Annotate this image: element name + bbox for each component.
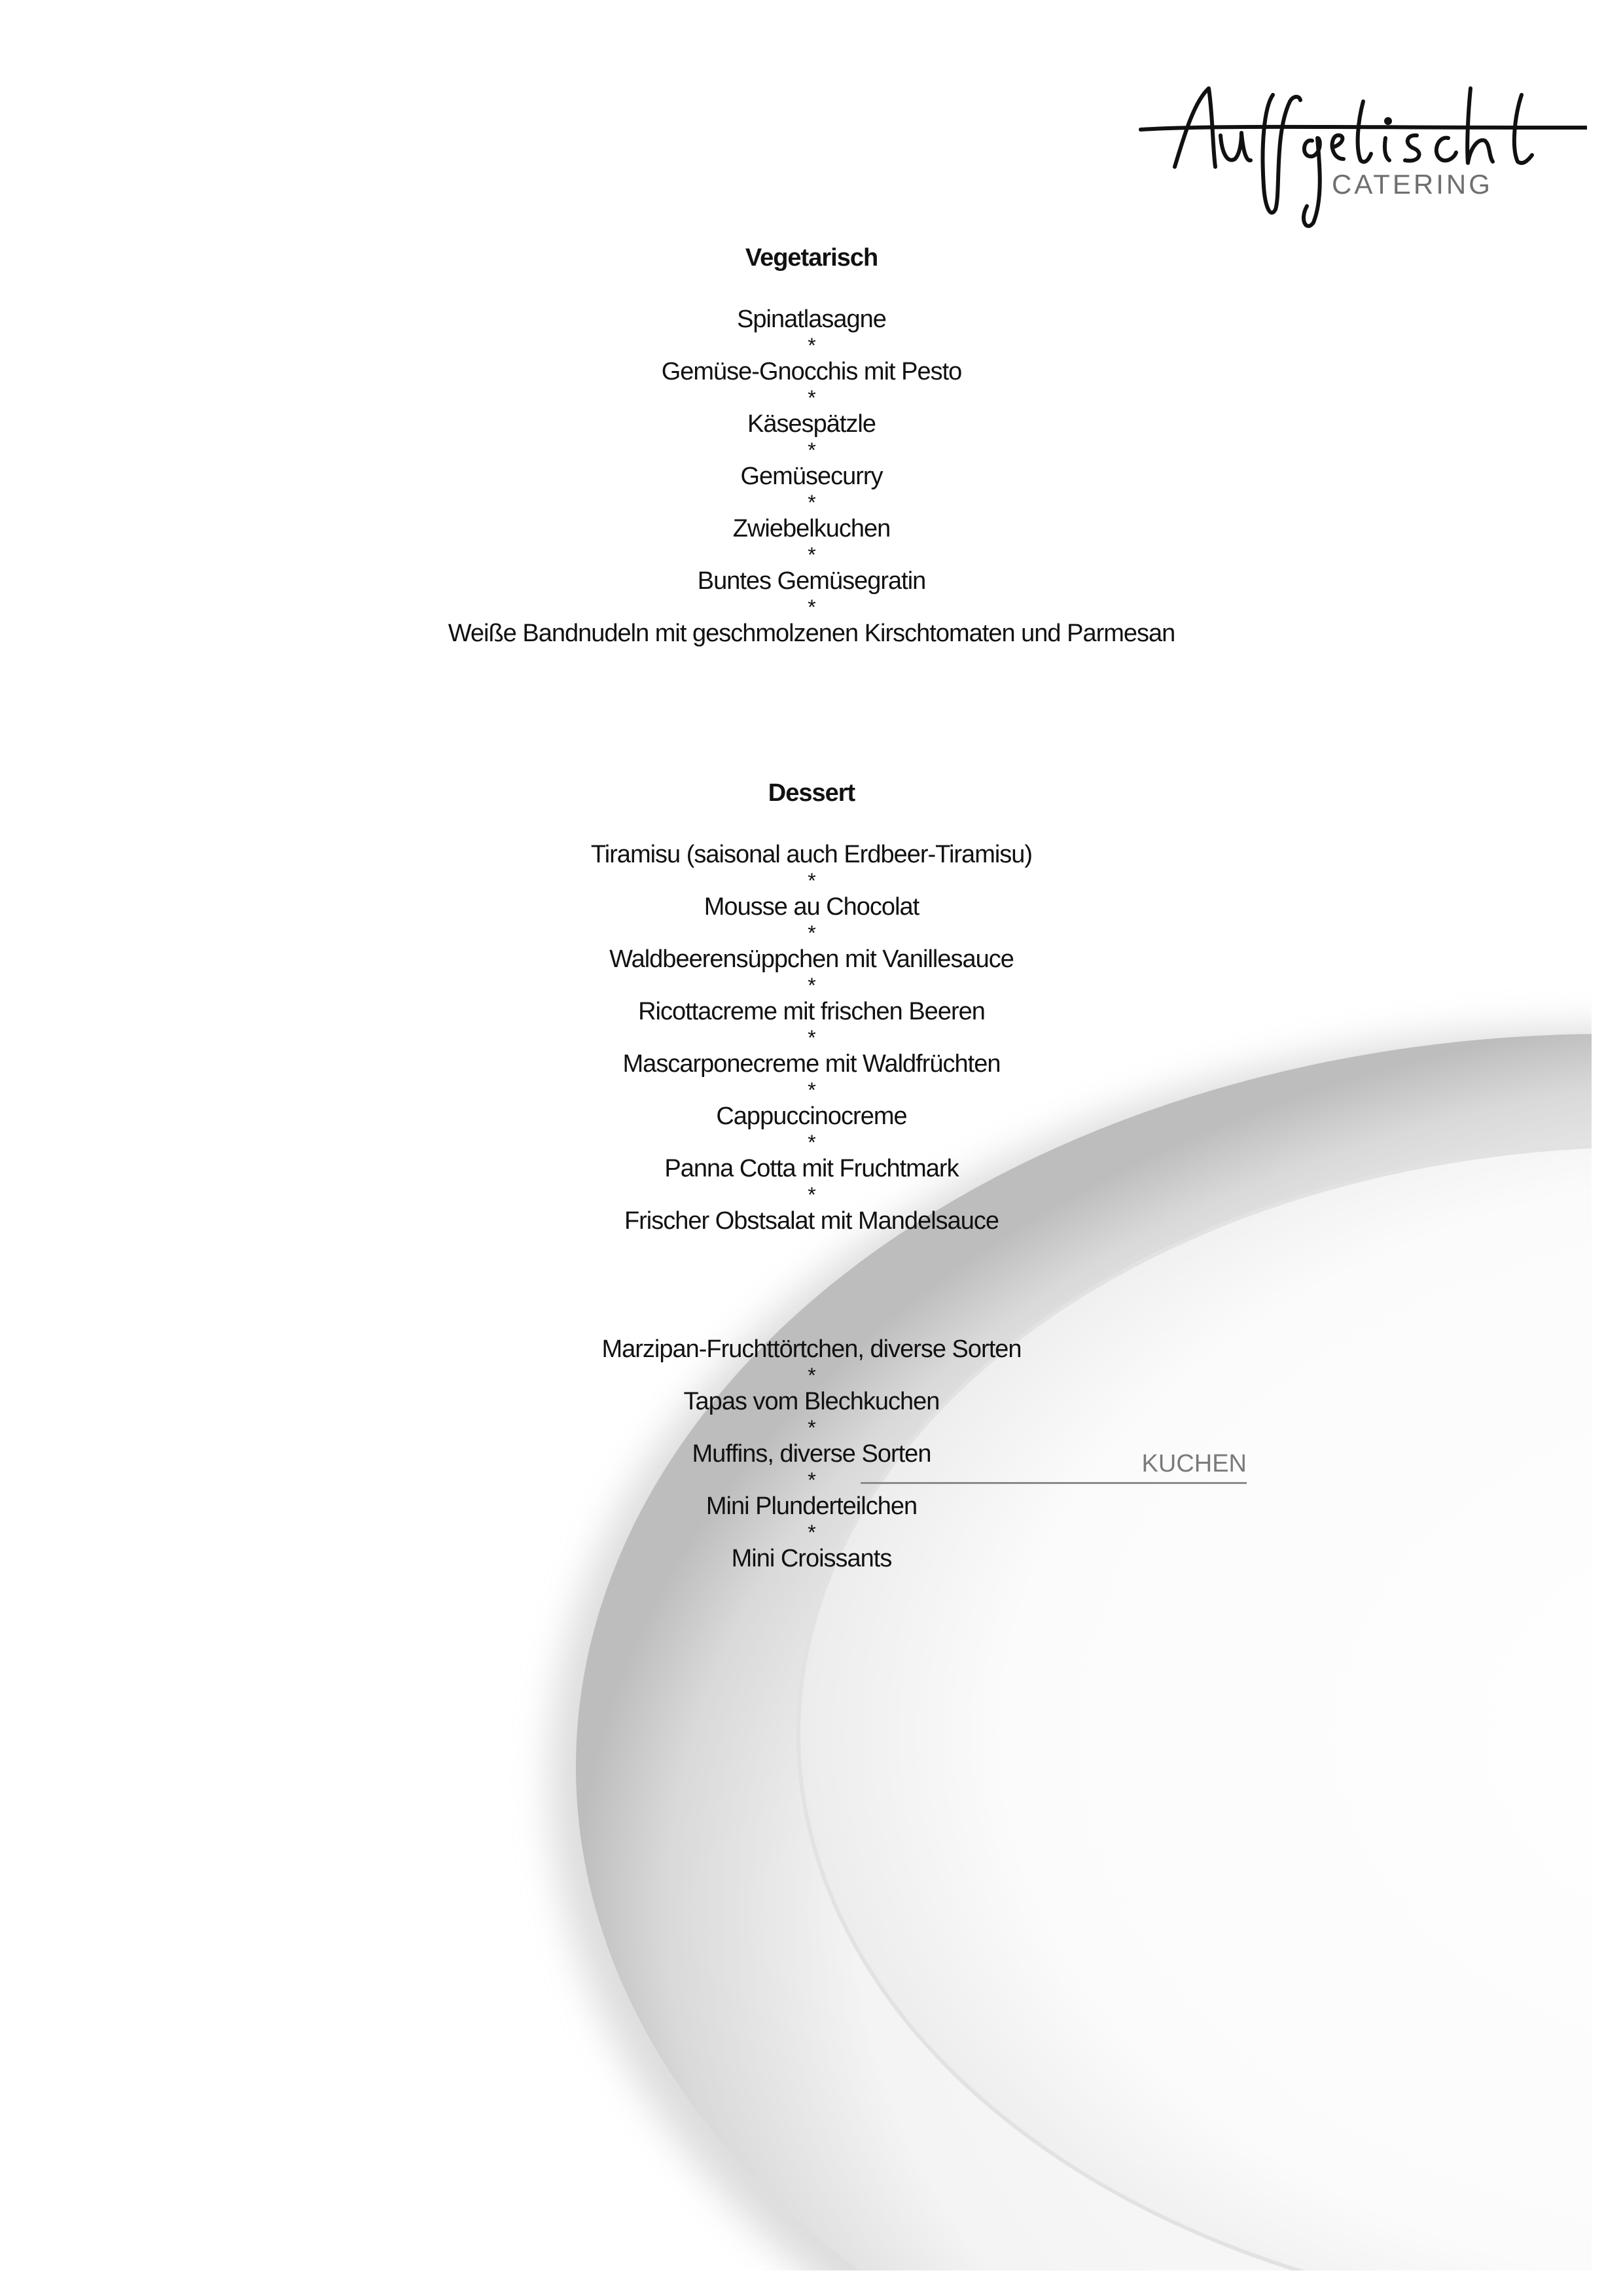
menu-item: Tapas vom Blechkuchen bbox=[683, 1388, 940, 1415]
separator: * bbox=[808, 1364, 815, 1387]
separator: * bbox=[808, 869, 815, 892]
separator: * bbox=[808, 438, 815, 462]
separator: * bbox=[808, 1521, 815, 1544]
separator: * bbox=[808, 491, 815, 514]
menu-item: Cappuccinocreme bbox=[716, 1103, 907, 1130]
menu-item: Tiramisu (saisonal auch Erdbeer-Tiramisu) bbox=[590, 841, 1033, 868]
menu-item: Weiße Bandnudeln mit geschmolzenen Kirschtomaten und Parmesan bbox=[448, 620, 1175, 647]
menu-item: Mini Plunderteilchen bbox=[705, 1492, 918, 1520]
separator: * bbox=[808, 334, 815, 357]
menu-item: Panna Cotta mit Fruchtmark bbox=[664, 1155, 959, 1182]
section-title-dessert: Dessert bbox=[768, 779, 855, 807]
menu-item: Spinatlasagne bbox=[737, 306, 886, 333]
section-dessert bbox=[419, 777, 1204, 1237]
menu-item: Marzipan-Fruchttörtchen, diverse Sorten bbox=[601, 1335, 1022, 1363]
menu-item: Gemüsecurry bbox=[740, 463, 883, 490]
section-vegetarisch bbox=[419, 242, 1204, 649]
menu-item: Zwiebelkuchen bbox=[732, 515, 891, 542]
separator: * bbox=[808, 386, 815, 410]
company-logo bbox=[1135, 75, 1587, 229]
separator: * bbox=[808, 595, 815, 619]
separator: * bbox=[808, 921, 815, 945]
logo-script-graphic bbox=[1135, 75, 1587, 229]
menu-item: Mousse au Chocolat bbox=[704, 893, 919, 921]
menu-item: Mini Croissants bbox=[731, 1545, 892, 1572]
separator: * bbox=[808, 1078, 815, 1102]
menu-item: Ricottacreme mit frischen Beeren bbox=[638, 998, 985, 1025]
separator: * bbox=[808, 1026, 815, 1050]
logo-subtitle: CATERING bbox=[1332, 169, 1493, 200]
menu-item: Mascarponecreme mit Waldfrüchten bbox=[622, 1050, 1001, 1078]
menu-item: Muffins, diverse Sorten bbox=[692, 1440, 931, 1468]
separator: * bbox=[808, 1416, 815, 1439]
section-title-kuchen: KUCHEN bbox=[1141, 1450, 1247, 1477]
section-title-kuchen-rule bbox=[861, 1448, 1247, 1484]
menu-item: Gemüse-Gnocchis mit Pesto bbox=[661, 358, 962, 385]
menu-item: Buntes Gemüsegratin bbox=[697, 567, 926, 595]
separator: * bbox=[808, 1131, 815, 1154]
section-title-vegetarisch: Vegetarisch bbox=[745, 244, 878, 272]
menu-item: Käsespätzle bbox=[747, 410, 876, 438]
separator: * bbox=[808, 1183, 815, 1207]
separator: * bbox=[808, 1468, 815, 1492]
separator: * bbox=[808, 974, 815, 997]
menu-item: Waldbeerensüppchen mit Vanillesauce bbox=[609, 945, 1014, 973]
separator: * bbox=[808, 543, 815, 567]
menu-item: Frischer Obstsalat mit Mandelsauce bbox=[624, 1207, 999, 1235]
